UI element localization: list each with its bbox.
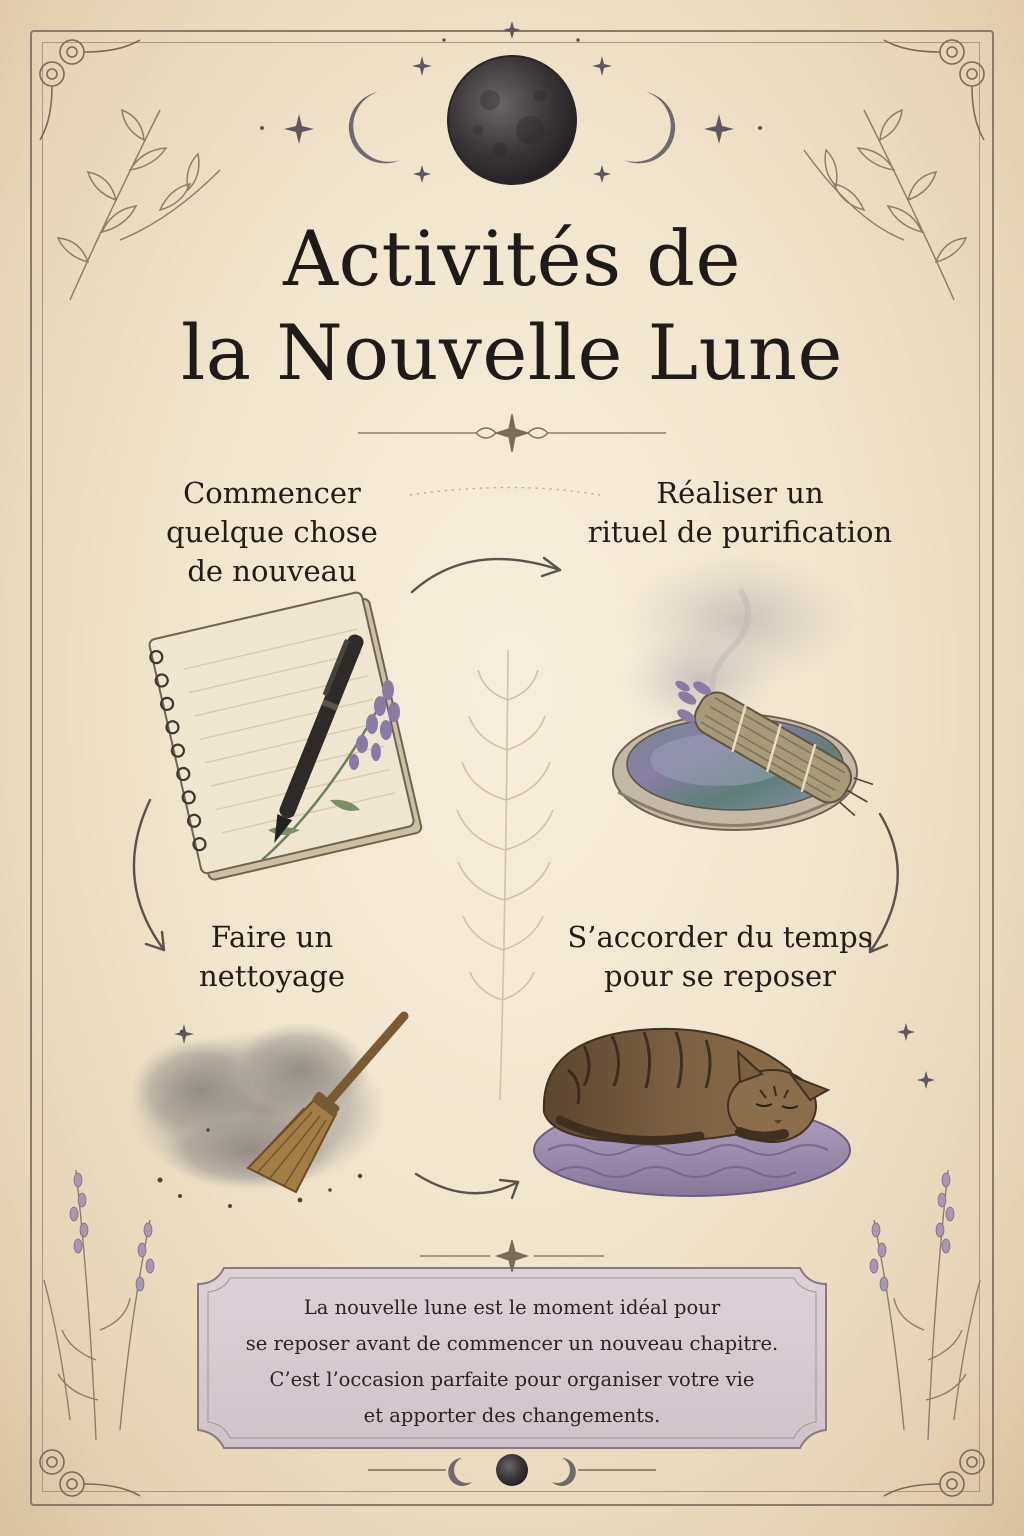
new-moon-icon <box>496 1454 528 1486</box>
crescent-moon-icon <box>624 92 675 163</box>
activity-label-line: Réaliser un <box>656 476 824 510</box>
notebook-illustration <box>146 590 422 882</box>
quote-line: La nouvelle lune est le moment idéal pour <box>303 1296 721 1319</box>
lavender-icon <box>44 1170 154 1440</box>
activity-label-line: nettoyage <box>198 959 345 993</box>
arrow-icon <box>412 558 560 592</box>
title-line-2: la Nouvelle Lune <box>181 308 843 397</box>
crescent-moon-icon <box>855 1012 902 1070</box>
crescent-moon-icon <box>552 1458 576 1486</box>
activity-label-line: S’accorder du temps <box>567 920 873 954</box>
new-moon-icon <box>448 56 576 184</box>
activity-start-new <box>122 474 422 591</box>
activity-label-line: Faire un <box>210 920 334 954</box>
quote-line: et apporter des changements. <box>363 1404 661 1427</box>
title-line-1: Activités de <box>283 214 741 303</box>
corner-ornament-top-left <box>40 40 140 140</box>
activity-label-line: de nouveau <box>187 554 357 588</box>
moon-phases-icon <box>260 21 762 184</box>
sage-shell-illustration <box>613 550 879 830</box>
crescent-moon-icon <box>448 1458 472 1486</box>
activity-purification <box>560 474 920 552</box>
sleeping-cat-illustration <box>534 1012 935 1196</box>
sparkle-icon <box>897 1023 935 1089</box>
corner-ornament-bottom-right <box>884 1450 984 1496</box>
quote-text <box>208 1290 816 1434</box>
corner-ornament-top-right <box>884 40 984 140</box>
activity-label-line: Commencer <box>183 476 361 510</box>
page-title <box>112 212 912 400</box>
quote-line: se reposer avant de commencer un nouveau chapitre. <box>245 1332 779 1355</box>
divider-ornament-icon <box>358 414 666 452</box>
crescent-moon-icon <box>349 92 400 163</box>
quote-line: C’est l’occasion parfaite pour organiser votre vie <box>269 1368 755 1391</box>
arrow-icon <box>416 1174 518 1198</box>
activity-label-line: rituel de purification <box>587 515 893 549</box>
broom-illustration <box>128 1016 404 1208</box>
activity-label-line: quelque chose <box>166 515 378 549</box>
moon-phases-icon <box>368 1454 656 1486</box>
lavender-icon <box>870 1170 980 1440</box>
activity-label-line: pour se reposer <box>604 959 836 993</box>
activity-rest <box>530 918 910 996</box>
activity-cleaning <box>132 918 412 996</box>
wheat-watermark-icon <box>457 650 553 1100</box>
corner-ornament-bottom-left <box>40 1450 140 1496</box>
